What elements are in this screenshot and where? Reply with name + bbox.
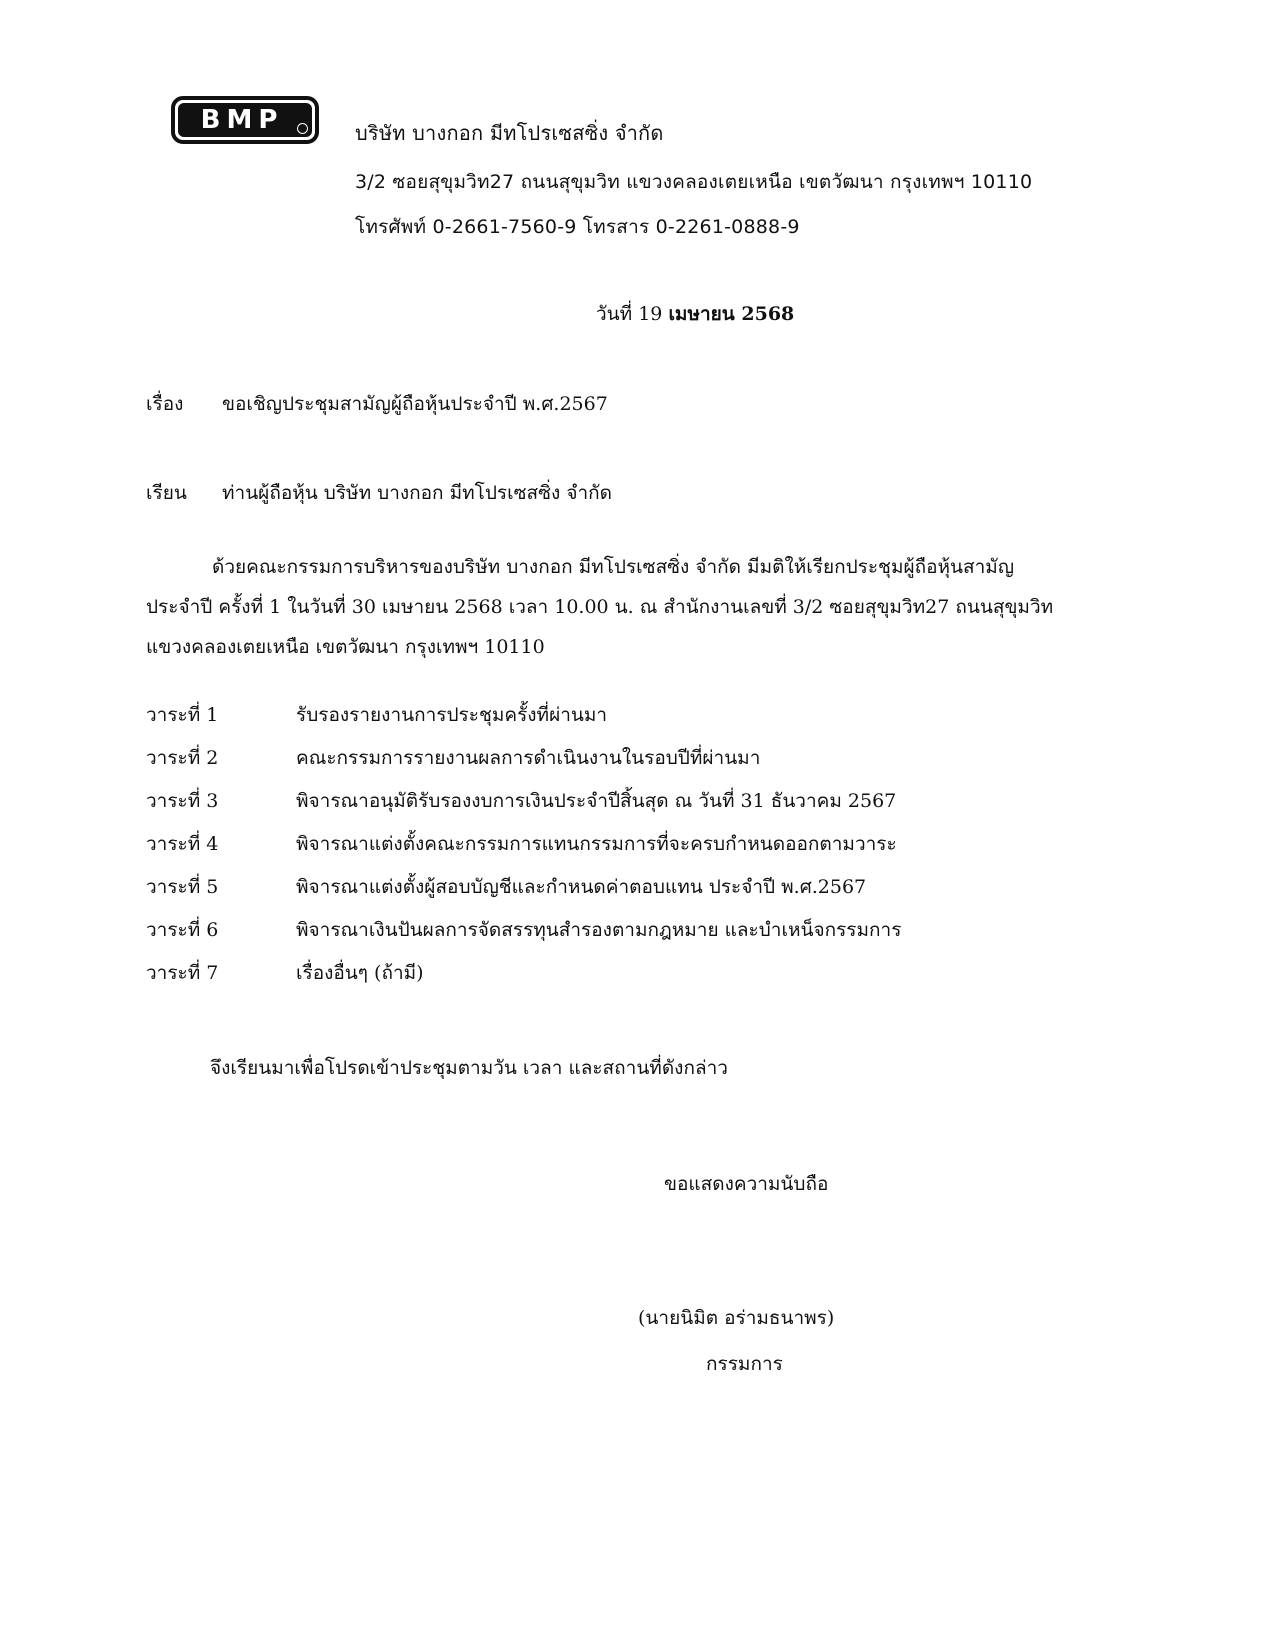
company-logo xyxy=(171,96,319,144)
logo-badge xyxy=(178,103,312,137)
subject-text: ขอเชิญประชุมสามัญผู้ถือหุ้นประจำปี พ.ศ.2567 xyxy=(222,393,608,415)
body-paragraph xyxy=(146,547,1053,667)
agenda-text: พิจารณาแต่งตั้งคณะกรรมการแทนกรรมการที่จะครบกำหนดออกตามวาระ xyxy=(296,833,897,855)
letter-date xyxy=(596,305,794,324)
agenda-text: เรื่องอื่นๆ (ถ้ามี) xyxy=(296,962,424,984)
regards: ขอแสดงความนับถือ xyxy=(664,1173,829,1195)
date-prefix: วันที่ 19 xyxy=(596,303,669,325)
body-line-1: ด้วยคณะกรรมการบริหารของบริษัท บางกอก มีทโปรเซสซิ่ง จำกัด มีมติให้เรียกประชุมผู้ถือหุ้นสามัญ xyxy=(212,556,1015,578)
agenda-number: วาระที่ 7 xyxy=(146,962,219,984)
agenda-text: พิจารณาเงินปันผลการจัดสรรทุนสำรองตามกฎหมาย และบำเหน็จกรรมการ xyxy=(296,919,902,941)
agenda-number: วาระที่ 4 xyxy=(146,833,219,855)
recipient-text: ท่านผู้ถือหุ้น บริษัท บางกอก มีทโปรเซสซิ่ง จำกัด xyxy=(222,482,612,504)
registered-mark-icon xyxy=(297,123,308,134)
date-month-year: เมษายน 2568 xyxy=(668,303,795,325)
signatory-name: (นายนิมิต อร่ามธนาพร) xyxy=(638,1307,835,1329)
recipient-label: เรียน xyxy=(146,482,187,504)
company-phone: โทรศัพท์ 0-2661-7560-9 โทรสาร 0-2261-0888-9 xyxy=(355,216,800,238)
agenda-text: คณะกรรมการรายงานผลการดำเนินงานในรอบปีที่ผ่านมา xyxy=(296,747,761,769)
logo-text: BMP xyxy=(200,105,284,135)
agenda-number: วาระที่ 3 xyxy=(146,790,219,812)
company-name: บริษัท บางกอก มีทโปรเซสซิ่ง จำกัด xyxy=(355,121,664,145)
closing-sentence: จึงเรียนมาเพื่อโปรดเข้าประชุมตามวัน เวลา และสถานที่ดังกล่าว xyxy=(210,1057,728,1079)
body-line-3: แขวงคลองเตยเหนือ เขตวัฒนา กรุงเทพฯ 10110 xyxy=(146,636,545,658)
body-line-2: ประจำปี ครั้งที่ 1 ในวันที่ 30 เมษายน 2568 เวลา 10.00 น. ณ สำนักงานเลขที่ 3/2 ซอยสุขุมวิท27 ถนนสุขุมวิท xyxy=(146,596,1054,618)
agenda-number: วาระที่ 2 xyxy=(146,747,219,769)
agenda-text: พิจารณาแต่งตั้งผู้สอบบัญชีและกำหนดค่าตอบแทน ประจำปี พ.ศ.2567 xyxy=(296,876,867,898)
agenda-number: วาระที่ 5 xyxy=(146,876,219,898)
signatory-title: กรรมการ xyxy=(706,1353,783,1375)
agenda-number: วาระที่ 1 xyxy=(146,704,219,726)
agenda-number: วาระที่ 6 xyxy=(146,919,219,941)
subject-label: เรื่อง xyxy=(146,393,184,415)
agenda-text: พิจารณาอนุมัติรับรองงบการเงินประจำปีสิ้นสุด ณ วันที่ 31 ธันวาคม 2567 xyxy=(296,790,897,812)
agenda-text: รับรองรายงานการประชุมครั้งที่ผ่านมา xyxy=(296,704,608,726)
company-address: 3/2 ซอยสุขุมวิท27 ถนนสุขุมวิท แขวงคลองเตยเหนือ เขตวัฒนา กรุงเทพฯ 10110 xyxy=(355,171,1033,193)
